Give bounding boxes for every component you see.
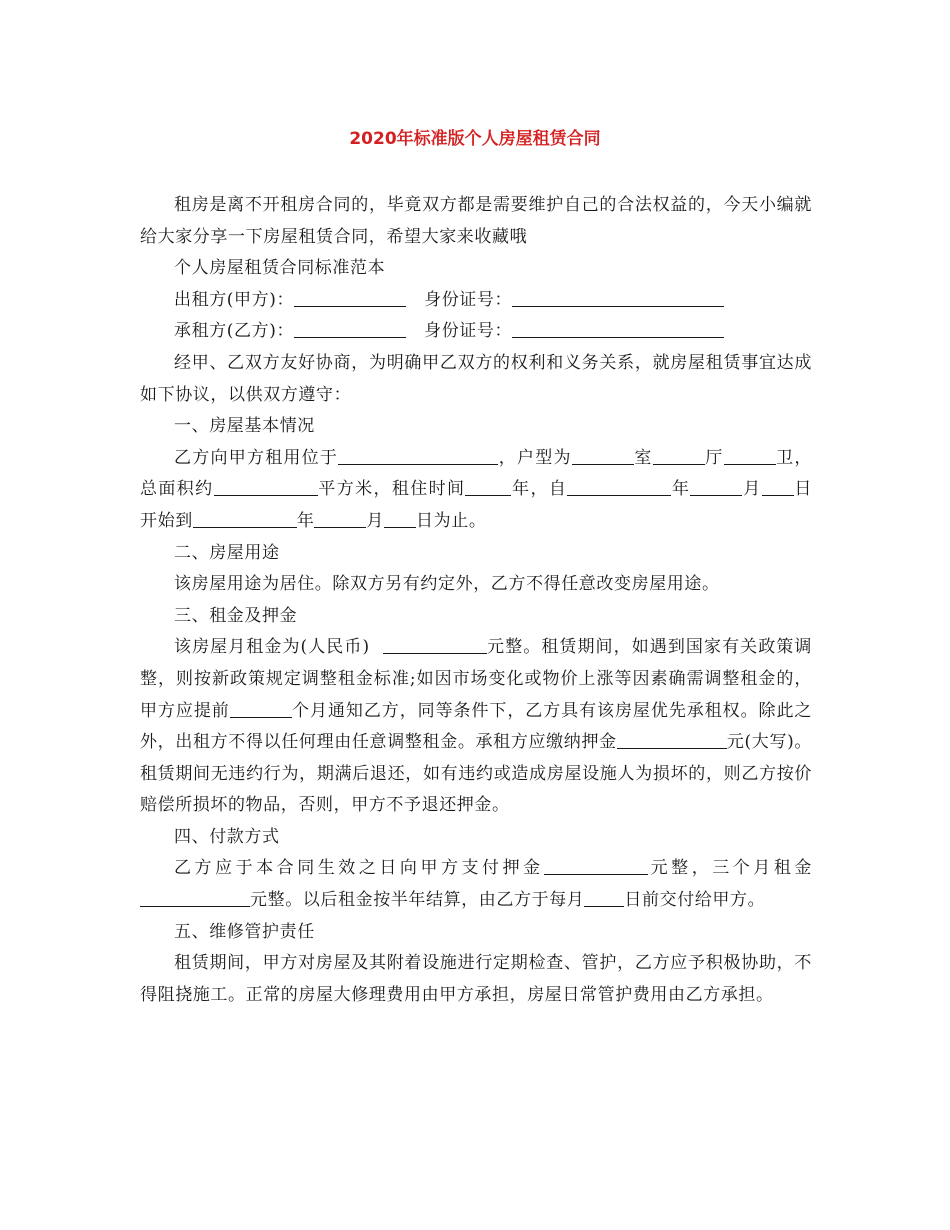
s1-text: 厅 xyxy=(704,447,724,468)
agreement-paragraph: 经甲、乙双方友好协商，为明确甲乙双方的权利和义务关系，就房屋租赁事宜达成如下协议，以供双方遵守： xyxy=(140,352,812,405)
section-3-heading: 三、租金及押金 xyxy=(174,605,298,626)
document-title: 2020年标准版个人房屋租赁合同 xyxy=(349,129,601,149)
section-1-heading: 一、房屋基本情况 xyxy=(174,416,315,437)
s4-text: 元整。以后租金按半年结算，由乙方于每月 xyxy=(250,890,585,911)
section-3-paragraph xyxy=(140,632,812,822)
lessor-name-blank[interactable] xyxy=(294,288,406,307)
payment-deposit-blank[interactable] xyxy=(544,856,648,875)
area-blank[interactable] xyxy=(214,477,318,496)
lessee-label: 承租方(乙方)： xyxy=(174,321,295,342)
end-day-blank[interactable] xyxy=(384,509,416,528)
s1-text: 卫，总面积约 xyxy=(140,447,813,500)
section-5-heading: 五、维修管护责任 xyxy=(174,921,315,942)
section-2-heading: 二、房屋用途 xyxy=(174,542,280,563)
three-month-rent-blank[interactable] xyxy=(140,888,250,907)
s1-text: 室 xyxy=(633,447,653,468)
lessor-label: 出租方(甲方)： xyxy=(174,289,295,310)
s4-text: 元整，三个月租金 xyxy=(647,858,812,879)
intro-paragraph: 租房是离不开租房合同的，毕竟双方都是需要维护自己的合法权益的，今天小编就给大家分享一下房屋租赁合同，希望大家来收藏哦 xyxy=(140,195,812,247)
monthly-rent-blank[interactable] xyxy=(383,635,487,654)
s1-text: 年 xyxy=(296,510,315,531)
start-month-blank[interactable] xyxy=(690,477,742,496)
lessee-line xyxy=(140,316,812,348)
section-4-paragraph xyxy=(140,853,812,916)
document-body xyxy=(140,190,812,1011)
s1-text: 月 xyxy=(366,510,385,531)
lessor-id-blank[interactable] xyxy=(512,288,724,307)
s4-text: 日前交付给甲方。 xyxy=(624,890,766,911)
s1-text: ，户型为 xyxy=(498,447,572,468)
start-year-blank[interactable] xyxy=(567,477,671,496)
lessor-id-label: 身份证号： xyxy=(424,289,513,310)
s4-text: 乙方应于本合同生效之日向甲方支付押金 xyxy=(174,858,544,879)
section-1-paragraph xyxy=(140,443,812,538)
subtitle: 个人房屋租赁合同标准范本 xyxy=(174,258,386,279)
term-years-blank[interactable] xyxy=(465,477,511,496)
lessor-line xyxy=(140,285,812,317)
s1-text: 年，自 xyxy=(511,479,568,500)
lessee-id-blank[interactable] xyxy=(512,319,724,338)
section-5-paragraph: 租赁期间，甲方对房屋及其附着设施进行定期检查、管护，乙方应予积极协助，不得阻挠施工。正常的房屋大修理费用由甲方承担，房屋日常管护费用由乙方承担。 xyxy=(140,953,812,1005)
s3-text: 元整。租赁期间，如遇到国家有关政策调整，则按新政策规定调整租金标准;如因市场变化或物价上涨等因素确需调整租金的，甲方应提前 xyxy=(140,637,812,721)
s1-text: 日开始到 xyxy=(140,479,812,531)
s1-text: 日为止。 xyxy=(416,510,487,531)
end-year-blank[interactable] xyxy=(193,509,297,528)
halls-blank[interactable] xyxy=(653,446,705,465)
pay-day-blank[interactable] xyxy=(584,888,624,907)
s1-text: 乙方向甲方租用位于 xyxy=(174,447,339,468)
baths-blank[interactable] xyxy=(724,446,776,465)
address-blank[interactable] xyxy=(338,446,498,465)
s3-text: 该房屋月租金为(人民币) xyxy=(174,637,383,658)
s1-text: 平方米，租住时间 xyxy=(317,479,466,500)
s3-text: 元(大写)。租赁期间无违约行为，期满后退还，如有违约或造成房屋设施人为损坏的，则乙方按价赔偿所损坏的物品，否则，甲方不予退还押金。 xyxy=(140,732,812,816)
notice-months-blank[interactable] xyxy=(230,699,292,718)
end-month-blank[interactable] xyxy=(314,509,366,528)
lessee-id-label: 身份证号： xyxy=(424,321,513,342)
s3-text: 个月通知乙方，同等条件下，乙方具有该房屋优先承租权。除此之外，出租方不得以任何理由任意调整租金。承租方应缴纳押金 xyxy=(140,700,813,753)
start-day-blank[interactable] xyxy=(762,477,794,496)
section-4-heading: 四、付款方式 xyxy=(174,826,280,847)
s1-text: 月 xyxy=(742,479,762,500)
rooms-blank[interactable] xyxy=(572,446,634,465)
s1-text: 年 xyxy=(671,479,691,500)
deposit-blank[interactable] xyxy=(617,730,727,749)
lessee-name-blank[interactable] xyxy=(294,319,406,338)
section-2-paragraph: 该房屋用途为居住。除双方另有约定外，乙方不得任意改变房屋用途。 xyxy=(174,574,720,595)
